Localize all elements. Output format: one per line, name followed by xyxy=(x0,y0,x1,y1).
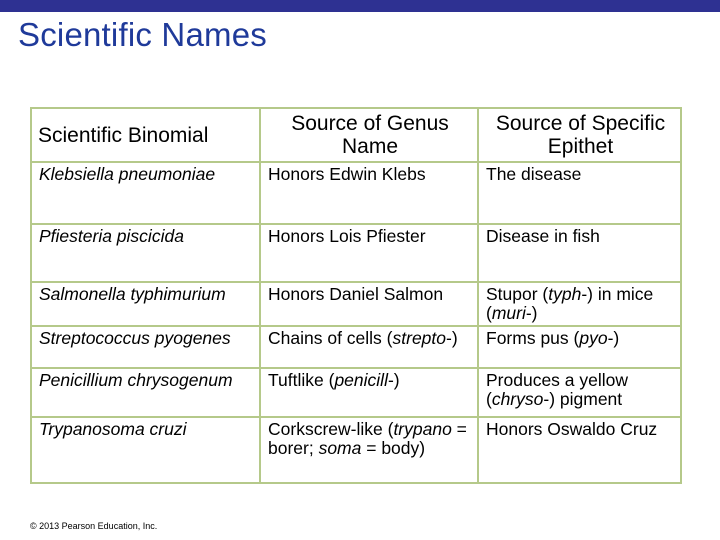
cell-text: -) xyxy=(446,328,458,348)
epithet-source-cell xyxy=(478,326,681,368)
cell-text: Honors Edwin Klebs xyxy=(268,164,426,184)
scientific-names-table xyxy=(30,107,682,484)
binomial-cell: Streptococcus pyogenes xyxy=(31,326,260,368)
cell-text: Honors Daniel Salmon xyxy=(268,284,444,304)
italic-term: muri xyxy=(491,303,526,323)
italic-term: soma xyxy=(318,438,362,458)
cell-text: -) xyxy=(607,328,620,348)
cell-text: Tuftlike ( xyxy=(268,370,335,390)
epithet-source-cell xyxy=(478,224,681,282)
cell-text: Chains of cells ( xyxy=(268,328,393,348)
cell-text: -) xyxy=(525,303,538,323)
cell-text: Stupor ( xyxy=(486,284,549,304)
slide-title: Scientific Names xyxy=(18,16,267,53)
top-accent-bar xyxy=(0,0,720,12)
italic-term: typh xyxy=(548,284,582,304)
cell-text: -) in mice ( xyxy=(486,284,654,323)
table-row xyxy=(31,326,681,368)
epithet-source-cell xyxy=(478,282,681,326)
italic-term: penicill xyxy=(334,370,388,390)
genus-source-cell xyxy=(260,162,478,224)
cell-text: -) xyxy=(387,370,400,390)
cell-text: = borer; xyxy=(268,419,467,458)
binomial-cell: Salmonella typhimurium xyxy=(31,282,260,326)
table-row xyxy=(31,417,681,483)
epithet-source-cell xyxy=(478,368,681,417)
table-row xyxy=(31,224,681,282)
cell-text: -) pigment xyxy=(543,389,623,409)
table-header-row xyxy=(31,108,681,162)
binomial-cell: Pfiesteria piscicida xyxy=(31,224,260,282)
epithet-source-cell xyxy=(478,417,681,483)
cell-text: Produces a yellow ( xyxy=(486,370,629,409)
table-row xyxy=(31,282,681,326)
cell-text: Honors Lois Pfiester xyxy=(268,226,426,246)
genus-source-cell xyxy=(260,326,478,368)
binomial-cell: Penicillium chrysogenum xyxy=(31,368,260,417)
cell-text: Honors Oswaldo Cruz xyxy=(486,419,658,439)
cell-text: Forms pus ( xyxy=(486,328,580,348)
italic-term: trypano xyxy=(393,419,452,439)
genus-source-cell xyxy=(260,282,478,326)
cell-text: Corkscrew-like ( xyxy=(268,419,394,439)
header-epithet-source: Source of Specific Epithet xyxy=(478,108,681,162)
header-scientific-binomial: Scientific Binomial xyxy=(31,108,260,162)
italic-term: strepto xyxy=(392,328,446,348)
italic-term: pyo xyxy=(579,328,608,348)
genus-source-cell xyxy=(260,224,478,282)
genus-source-cell xyxy=(260,368,478,417)
binomial-cell: Trypanosoma cruzi xyxy=(31,417,260,483)
binomial-cell: Klebsiella pneumoniae xyxy=(31,162,260,224)
italic-term: chryso xyxy=(491,389,544,409)
header-genus-source: Source of Genus Name xyxy=(260,108,478,162)
table-row xyxy=(31,162,681,224)
cell-text: = body) xyxy=(361,438,426,458)
genus-source-cell xyxy=(260,417,478,483)
epithet-source-cell xyxy=(478,162,681,224)
table-row xyxy=(31,368,681,417)
copyright-notice: © 2013 Pearson Education, Inc. xyxy=(30,521,158,531)
cell-text: Disease in fish xyxy=(486,226,600,246)
cell-text: The disease xyxy=(486,164,582,184)
